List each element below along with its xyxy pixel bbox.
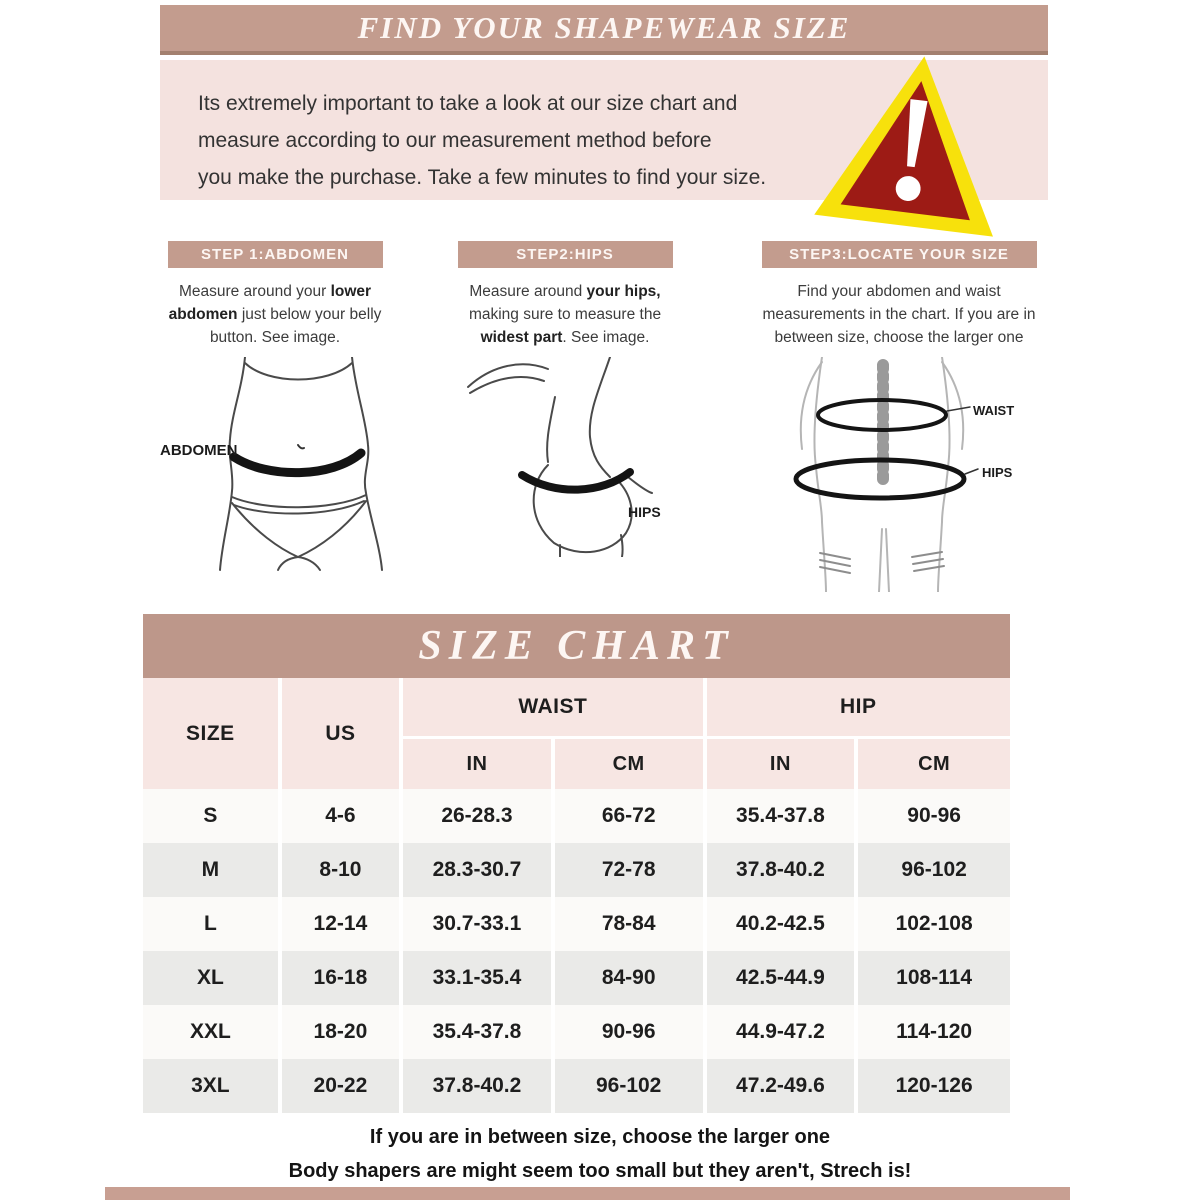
intro-line: Its extremely important to take a look at our size chart and	[198, 92, 738, 115]
cell-hip-cm: 90-96	[858, 789, 1010, 843]
cell-hip-cm: 108-114	[858, 951, 1010, 1005]
step-3-section	[753, 241, 1045, 597]
cell-us: 12-14	[282, 897, 403, 951]
warning-triangle-icon	[808, 39, 1021, 243]
col-header-hip-in: IN	[707, 739, 859, 789]
footer-note-between-size: If you are in between size, choose the larger one	[369, 1126, 831, 1148]
step-2-section	[450, 241, 680, 562]
bottom-bar-divider	[105, 1187, 1070, 1200]
table-row-s	[143, 789, 1010, 843]
size-chart-table	[143, 678, 1010, 1113]
cell-waist-in: 26-28.3	[403, 789, 555, 843]
size-chart-title: SIZE CHART	[418, 623, 735, 669]
col-header-hip-cm: CM	[858, 739, 1010, 789]
step-1-text: Measure around your	[178, 283, 331, 300]
cell-us: 4-6	[282, 789, 403, 843]
col-header-us: US	[282, 678, 403, 789]
cell-waist-cm: 84-90	[555, 951, 707, 1005]
cell-waist-in: 28.3-30.7	[403, 843, 555, 897]
step-2-text-bold: your hips,	[586, 283, 661, 300]
cell-hip-in: 44.9-47.2	[707, 1005, 859, 1059]
step-2-text: making sure to measure the	[468, 306, 662, 323]
cell-waist-in: 37.8-40.2	[403, 1059, 555, 1113]
hips-label: HIPS	[982, 465, 1013, 480]
step-2-header: STEP2:HIPS	[458, 241, 673, 268]
table-row-m	[143, 843, 1010, 897]
cell-us: 8-10	[282, 843, 403, 897]
cell-size: XXL	[143, 1005, 282, 1059]
table-row-xl	[143, 951, 1010, 1005]
step-2-text: . See image.	[562, 329, 650, 346]
cell-hip-cm: 102-108	[858, 897, 1010, 951]
col-header-hip: HIP	[707, 678, 1010, 739]
col-header-waist-in: IN	[403, 739, 555, 789]
cell-size: M	[143, 843, 282, 897]
step-3-description: Find your abdomen and waist measurements in the chart. If you are in between size, choose the larger one	[762, 283, 1036, 346]
cell-waist-in: 35.4-37.8	[403, 1005, 555, 1059]
cell-waist-in: 33.1-35.4	[403, 951, 555, 1005]
abdomen-illustration	[160, 357, 390, 572]
locate-size-illustration	[764, 357, 1034, 592]
cell-waist-cm: 90-96	[555, 1005, 707, 1059]
cell-waist-cm: 78-84	[555, 897, 707, 951]
step-2-text: Measure around	[469, 283, 587, 300]
step-1-text-bold: lower abdomen	[168, 283, 372, 323]
page-title: FIND YOUR SHAPEWEAR SIZE	[357, 10, 851, 45]
col-header-size: SIZE	[143, 678, 282, 789]
cell-hip-in: 42.5-44.9	[707, 951, 859, 1005]
cell-us: 20-22	[282, 1059, 403, 1113]
cell-us: 16-18	[282, 951, 403, 1005]
step-1-text: just below your belly button. See image.	[209, 306, 382, 346]
step-2-text-bold: widest part	[480, 329, 563, 346]
cell-waist-cm: 96-102	[555, 1059, 707, 1113]
waist-label: WAIST	[973, 403, 1015, 418]
cell-waist-in: 30.7-33.1	[403, 897, 555, 951]
cell-hip-in: 35.4-37.8	[707, 789, 859, 843]
cell-hip-cm: 120-126	[858, 1059, 1010, 1113]
hips-label: HIPS	[628, 504, 661, 520]
step-3-header: STEP3:LOCATE YOUR SIZE	[762, 241, 1037, 268]
cell-hip-in: 40.2-42.5	[707, 897, 859, 951]
step-2-description	[455, 280, 675, 349]
cell-size: S	[143, 789, 282, 843]
cell-size: XL	[143, 951, 282, 1005]
footer-note-stretch: Body shapers are might seem too small but they aren't, Strech is!	[288, 1160, 912, 1182]
table-row-xxl	[143, 1005, 1010, 1059]
table-row-l	[143, 897, 1010, 951]
col-header-waist: WAIST	[403, 678, 706, 739]
step-1-section	[160, 241, 390, 577]
cell-hip-in: 47.2-49.6	[707, 1059, 859, 1113]
cell-waist-cm: 72-78	[555, 843, 707, 897]
intro-line: you make the purchase. Take a few minutes to find your size.	[198, 166, 767, 189]
cell-waist-cm: 66-72	[555, 789, 707, 843]
step-1-header: STEP 1:ABDOMEN	[168, 241, 383, 268]
title-bar	[160, 5, 1048, 55]
size-chart-title-bar	[143, 614, 1010, 678]
cell-size: 3XL	[143, 1059, 282, 1113]
cell-size: L	[143, 897, 282, 951]
abdomen-label: ABDOMEN	[160, 442, 238, 459]
hips-illustration	[460, 357, 670, 557]
step-1-description	[167, 280, 383, 349]
intro-line: measure according to our measurement method before	[198, 129, 712, 152]
col-header-waist-cm: CM	[555, 739, 707, 789]
cell-us: 18-20	[282, 1005, 403, 1059]
cell-hip-cm: 96-102	[858, 843, 1010, 897]
cell-hip-cm: 114-120	[858, 1005, 1010, 1059]
cell-hip-in: 37.8-40.2	[707, 843, 859, 897]
table-row-3xl	[143, 1059, 1010, 1113]
size-chart-table-wrap	[143, 678, 1010, 1113]
